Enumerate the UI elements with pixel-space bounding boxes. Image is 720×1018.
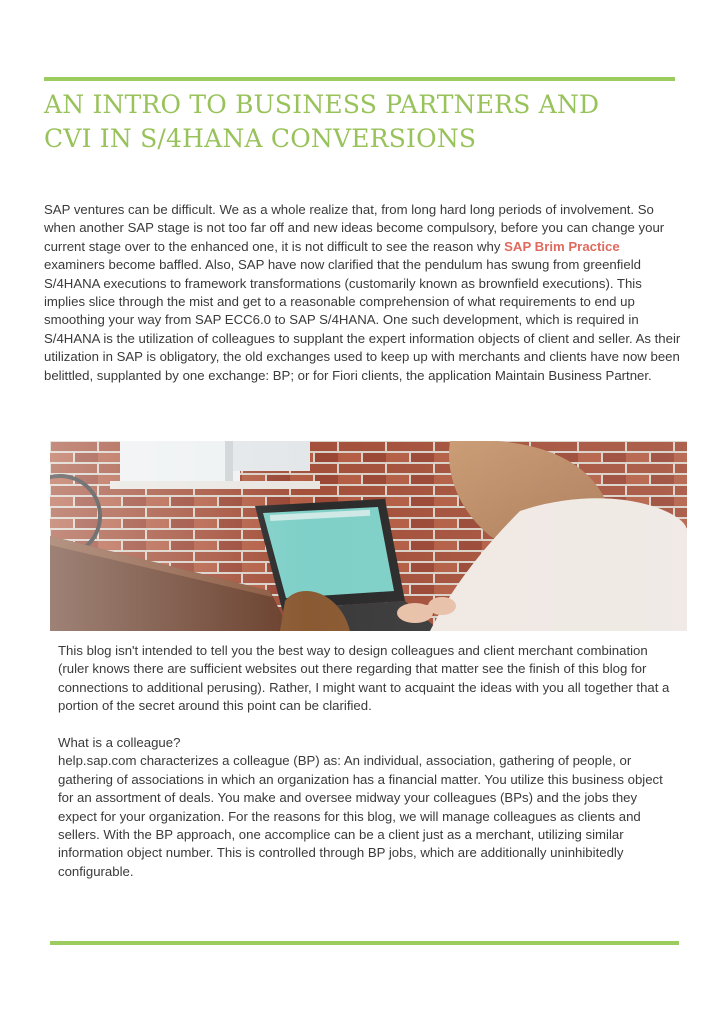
bottom-divider — [50, 941, 679, 945]
intro-paragraph — [44, 201, 684, 385]
title-line-2: CVI IN S/4HANA CONVERSIONS — [44, 124, 477, 153]
section-question: What is a colleague? — [58, 735, 181, 751]
intro-text-start: SAP ventures can be difficult. We as a whole realize that, from long hard long periods of involvement. So when another SAP stage is not too far off and new ideas become compulsory, before you can change your current stage over to the enhanced one, it is not difficult to see the reason why — [44, 202, 665, 254]
paragraph-spacer — [58, 716, 678, 734]
top-divider — [44, 77, 675, 81]
body-section — [58, 642, 678, 881]
purpose-paragraph: This blog isn't intended to tell you the best way to design colleagues and client merchant combination (ruler knows there are sufficient websites out there regarding that matter see the finish of this blog for connections to additional perusing). Rather, I might want to acquaint the ideas with you all together that a portion of the secret around this point can be clarified. — [58, 643, 670, 714]
title-line-1: AN INTRO TO BUSINESS PARTNERS AND — [44, 90, 600, 119]
intro-text-end: examiners become baffled. Also, SAP have now clarified that the pendulum has swung from greenfield S/4HANA executions to framework transformations (customarily known as brownfield executions). This implies slice through the mist and get to a reasonable comprehension of what requirements to end up smoothing your way from SAP ECC6.0 to SAP S/4HANA. One such development, which is required in S/4HANA is the utilization of colleagues to supplant the expert information objects of client and seller. As their utilization in SAP is obligatory, the old exchanges used to keep up with merchants and clients have now been belittled, supplanted by one exchange: BP; or for Fiori clients, the application Maintain Business Partner. — [44, 257, 681, 383]
page-title — [44, 88, 684, 156]
sap-brim-practice-link[interactable]: SAP Brim Practice — [504, 238, 620, 254]
definition-paragraph: help.sap.com characterizes a colleague (BP) as: An individual, association, gathering of people, or gathering of associations in which an organization has a financial matter. You utilize this business object for an assortment of deals. You make and oversee midway your colleagues (BPs) and the jobs they expect for your organization. For the reasons for this blog, we will manage colleagues as clients and sellers. With the BP approach, one accomplice can be a client just as a merchant, utilizing similar information object number. This is controlled through BP jobs, which are additionally uninhibitedly configurable. — [58, 753, 663, 879]
laptop-photo — [50, 441, 687, 631]
